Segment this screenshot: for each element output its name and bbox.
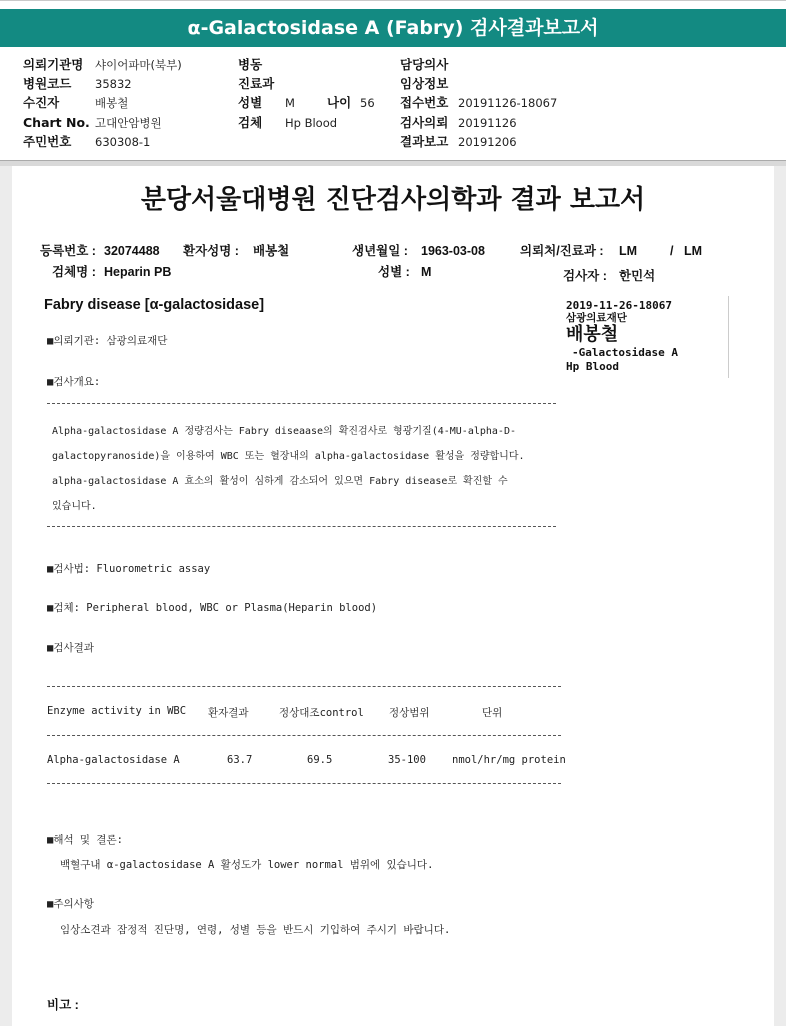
specimen-label: 검체명 :	[52, 265, 96, 279]
info-institution	[23, 57, 83, 73]
divider-dashed	[47, 403, 556, 404]
test-name: Fabry disease [α-galactosidase]	[44, 297, 265, 313]
info-value: 56	[360, 96, 375, 110]
info-ward	[238, 57, 262, 73]
info-clinical	[400, 76, 448, 92]
info-label: 병동	[238, 57, 263, 72]
scanned-report-page	[12, 166, 774, 1026]
table-header-rule	[47, 735, 561, 736]
overview-line: 있습니다.	[52, 501, 97, 512]
stamp-divider	[728, 296, 729, 378]
info-label: 성별	[238, 95, 263, 110]
section-interpretation-heading: ■해석 및 결론:	[47, 834, 124, 846]
tester-label: 검사자 :	[563, 269, 607, 283]
info-patient-value	[95, 95, 128, 111]
stamp-test: -Galactosidase A	[572, 346, 678, 359]
info-resident-no-value	[95, 134, 150, 150]
overview-line: alpha-galactosidase A 효소의 활성이 심하게 감소되어 있으면 Fabry disease로 확진할 수	[52, 476, 508, 487]
info-label: 의뢰기관명	[23, 57, 84, 72]
info-label: 병원코드	[23, 76, 72, 91]
dept-value-2: LM	[684, 244, 703, 258]
info-label: 결과보고	[400, 134, 449, 149]
info-label: 접수번호	[400, 95, 449, 110]
info-age-value	[360, 95, 375, 111]
info-receipt-no	[400, 95, 448, 111]
table-cell-enzyme: Alpha-galactosidase A	[47, 754, 180, 766]
section-specimen: ■검체: Peripheral blood, WBC or Plasma(Heparin blood)	[47, 602, 378, 614]
info-value: 고대안암병원	[95, 116, 162, 130]
info-request-date	[400, 115, 448, 131]
sex-value: M	[421, 265, 432, 279]
info-value: 20191126	[458, 116, 517, 130]
info-patient	[23, 95, 59, 111]
section-institution: ■의뢰기관: 삼광의료재단	[47, 335, 168, 347]
info-institution-value	[95, 57, 182, 73]
info-chart-no	[23, 115, 90, 131]
patient-name-value: 배봉철	[253, 244, 290, 258]
sex-label: 성별 :	[378, 265, 410, 279]
info-receipt-no-value	[458, 95, 557, 111]
section-overview-heading: ■검사개요:	[47, 376, 101, 388]
remarks-label: 비고 :	[47, 998, 79, 1012]
window-top-edge	[0, 0, 786, 9]
section-result-heading: ■검사결과	[47, 642, 94, 654]
info-label: 임상정보	[400, 76, 449, 91]
info-doctor	[400, 57, 448, 73]
table-cell-control: 69.5	[307, 754, 333, 766]
info-value: 배봉철	[95, 96, 129, 110]
overview-line: Alpha-galactosidase A 정량검사는 Fabry diseaase의 확진검사로 형광기질(4-MU-alpha-D-	[52, 426, 516, 437]
info-label: Chart No.	[23, 115, 90, 130]
info-hospital-code-value	[95, 76, 132, 92]
section-notes-heading: ■주의사항	[47, 898, 94, 910]
info-value: M	[285, 96, 295, 110]
info-report-date-value	[458, 134, 517, 150]
dept-value-1: LM	[619, 244, 638, 258]
table-cell-patient-result: 63.7	[227, 754, 253, 766]
table-header-unit: 단위	[482, 707, 503, 719]
interpretation-text: 백혈구내 α-galactosidase A 활성도가 lower normal 범위에 있습니다.	[60, 859, 434, 871]
info-specimen-value	[285, 115, 337, 131]
info-label: 나이	[327, 95, 352, 110]
notes-text: 임상소견과 잠정적 진단명, 연령, 성별 등을 반드시 기입하여 주시기 바랍니다.	[60, 924, 451, 936]
info-label: 검체	[238, 115, 263, 130]
table-bottom-rule	[47, 783, 561, 784]
section-method: ■검사법: Fluorometric assay	[47, 563, 211, 575]
stamp-specimen: Hp Blood	[566, 360, 619, 373]
right-margin	[774, 166, 786, 1026]
left-margin	[0, 166, 12, 1026]
info-specimen	[238, 115, 262, 131]
dept-separator: /	[670, 244, 674, 258]
info-label: 수진자	[23, 95, 60, 110]
stamp-institution: 삼광의료재단	[566, 312, 627, 324]
stamp-patient: 배봉철	[566, 324, 619, 345]
specimen-stamp	[566, 299, 726, 374]
info-value: 20191206	[458, 135, 517, 149]
info-chart-no-value	[95, 115, 162, 131]
tester-value: 한민석	[619, 269, 656, 283]
info-label: 진료과	[238, 76, 275, 91]
info-age	[327, 95, 351, 111]
info-report-date	[400, 134, 448, 150]
table-cell-unit: nmol/hr/mg protein	[452, 754, 566, 766]
info-label: 검사의뢰	[400, 115, 449, 130]
table-top-rule	[47, 686, 561, 687]
info-value: 630308-1	[95, 135, 151, 149]
table-header-control: 정상대조control	[279, 707, 364, 719]
table-cell-normal-range: 35-100	[388, 754, 426, 766]
reg-no-value: 32074488	[104, 244, 160, 258]
stamp-receipt-no: 2019-11-26-18067	[566, 299, 672, 312]
dob-value: 1963-03-08	[421, 244, 485, 258]
info-dept	[238, 76, 274, 92]
specimen-value: Heparin PB	[104, 265, 172, 279]
table-header-enzyme: Enzyme activity in WBC	[47, 705, 187, 717]
table-header-patient-result: 환자결과	[208, 707, 249, 719]
dob-label: 생년월일 :	[352, 244, 408, 258]
info-value: 샤이어파마(북부)	[95, 58, 182, 72]
overview-line: galactopyranoside)을 이용하여 WBC 또는 혈장내의 alpha-galactosidase 활성을 정량합니다.	[52, 451, 525, 462]
divider-dashed	[47, 526, 556, 527]
info-label: 주민번호	[23, 134, 72, 149]
info-sex	[238, 95, 262, 111]
report-header-title: α-Galactosidase A (Fabry) 검사결과보고서	[0, 9, 786, 47]
info-value: 35832	[95, 77, 132, 91]
report-title: 분당서울대병원 진단검사의학과 결과 보고서	[140, 185, 646, 215]
info-request-date-value	[458, 115, 517, 131]
info-value: 20191126-18067	[458, 96, 558, 110]
info-value: Hp Blood	[285, 116, 338, 130]
dept-label: 의뢰처/진료과 :	[520, 244, 604, 258]
info-sex-value	[285, 95, 295, 111]
info-label: 담당의사	[400, 57, 449, 72]
info-resident-no	[23, 134, 71, 150]
table-header-normal-range: 정상범위	[389, 707, 430, 719]
patient-name-label: 환자성명 :	[183, 244, 239, 258]
info-hospital-code	[23, 76, 71, 92]
reg-no-label: 등록번호 :	[40, 244, 96, 258]
